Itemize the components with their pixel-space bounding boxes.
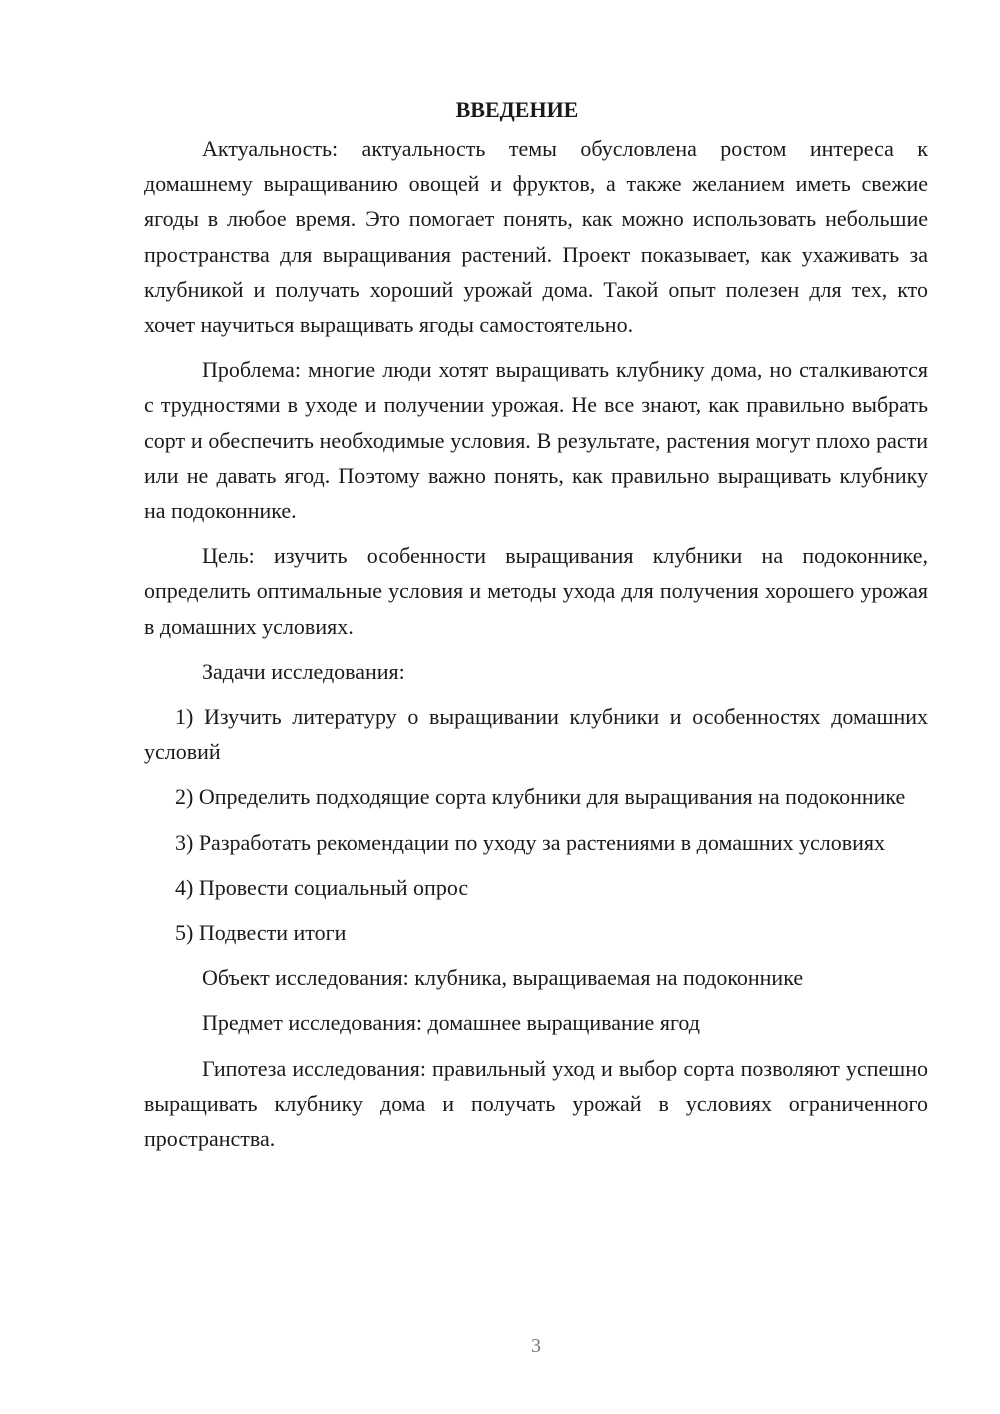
research-hypothesis: Гипотеза исследования: правильный уход и выбор сорта позволяют успешно выращивать клубнику дома и получать урожай в условиях ограниченного пространства.: [144, 1055, 928, 1152]
task-item-4: 4) Провести социальный опрос: [175, 874, 469, 900]
research-subject: Предмет исследования: домашнее выращивание ягод: [202, 1010, 700, 1036]
tasks-heading: Задачи исследования:: [202, 658, 405, 684]
task-item-5: 5) Подвести итоги: [175, 920, 347, 946]
page-number: 3: [531, 1335, 541, 1357]
task-item-3: 3) Разработать рекомендации по уходу за растениями в домашних условиях: [175, 829, 885, 855]
task-item-2: 2) Определить подходящие сорта клубники для выращивания на подоконнике: [175, 784, 906, 810]
document-page: [144, 92, 928, 1156]
task-item-1: 1) Изучить литературу о выращивании клубники и особенностях домашних условий: [144, 704, 928, 765]
relevance-paragraph: Актуальность: актуальность темы обусловлена ростом интереса к домашнему выращиванию овощей и фруктов, а также желанием иметь свежие ягоды в любое время. Это помогает понять, как можно использовать небольшие пространства для выращивания растений. Проект показывает, как ухаживать за клубникой и получать хороший урожай дома. Такой опыт полезен для тех, кто хочет научиться выращивать ягоды самостоятельно.: [144, 136, 928, 338]
page-title: ВВЕДЕНИЕ: [455, 97, 579, 122]
research-object: Объект исследования: клубника, выращиваемая на подоконнике: [202, 965, 804, 991]
problem-paragraph: Проблема: многие люди хотят выращивать клубнику дома, но сталкиваются с трудностями в уходе и получении урожая. Не все знают, как правильно выбрать сорт и обеспечить необходимые условия. В результате, растения могут плохо расти или не давать ягод. Поэтому важно понять, как правильно выращивать клубнику на подоконнике.: [144, 357, 928, 524]
goal-paragraph: Цель: изучить особенности выращивания клубники на подоконнике, определить оптимальные условия и методы ухода для получения хорошего урожая в домашних условиях.: [144, 543, 928, 639]
